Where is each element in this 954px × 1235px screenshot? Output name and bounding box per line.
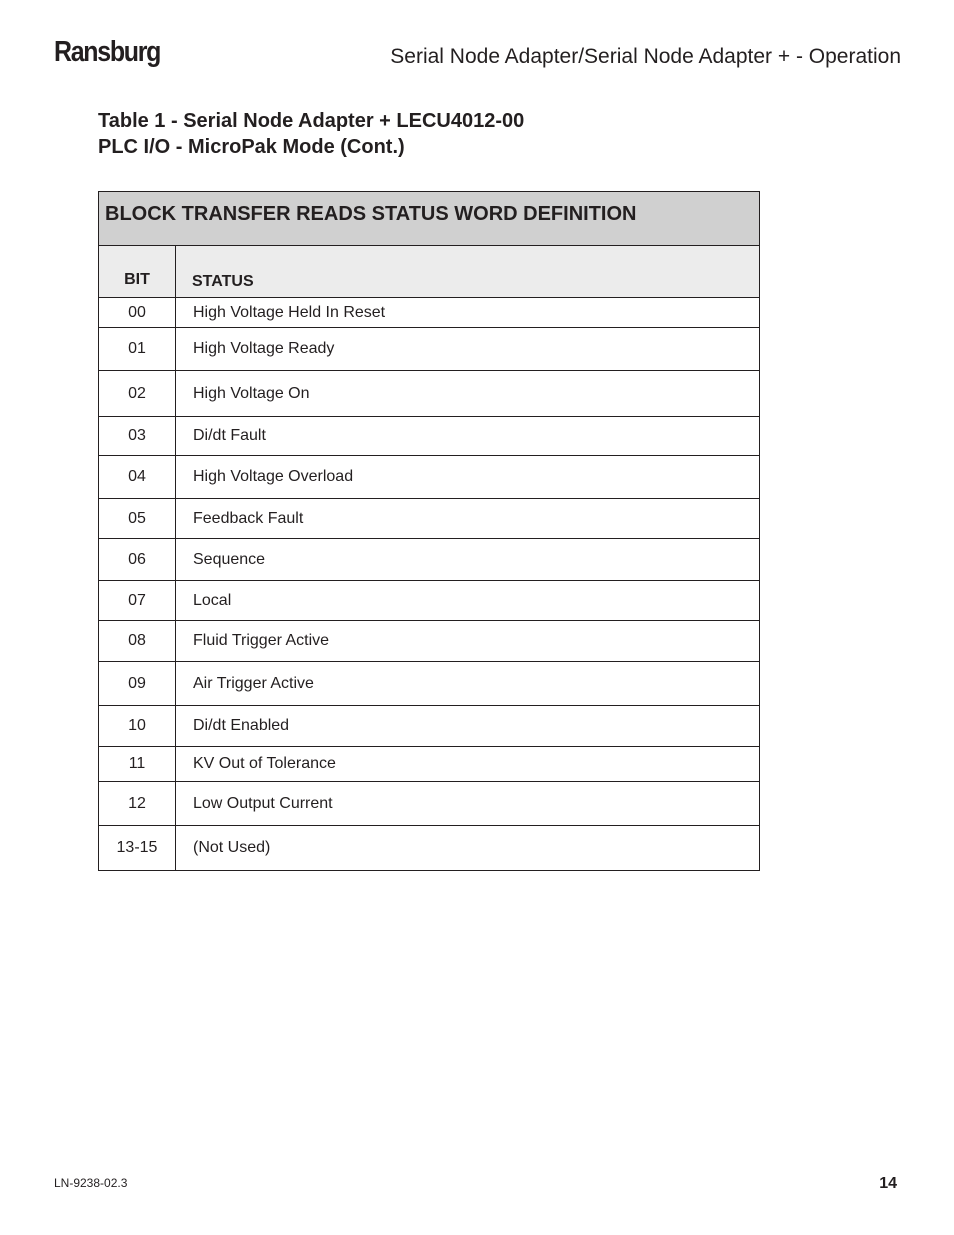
status-cell: (Not Used) <box>193 839 271 856</box>
status-cell: High Voltage Held In Reset <box>193 303 386 321</box>
table-row <box>99 539 759 581</box>
table-row <box>99 662 759 706</box>
table-caption-line-2: PLC I/O - MicroPak Mode (Cont.) <box>98 136 405 158</box>
status-cell: Fluid Trigger Active <box>193 632 330 649</box>
status-cell: High Voltage On <box>193 384 310 402</box>
table-row <box>99 826 759 870</box>
bit-cell: 06 <box>99 539 176 580</box>
table-caption-line-1: Table 1 - Serial Node Adapter + LECU4012-00 <box>98 110 525 132</box>
bit-cell: 00 <box>99 298 176 327</box>
bit-cell: 04 <box>99 456 176 498</box>
table-row <box>99 747 759 782</box>
page-header-title: Serial Node Adapter/Serial Node Adapter + - Operation <box>390 45 901 68</box>
document-number: LN-9238-02.3 <box>54 1176 128 1190</box>
table-caption <box>98 108 524 160</box>
status-cell: Low Output Current <box>193 794 333 812</box>
status-cell: KV Out of Tolerance <box>193 755 336 772</box>
table-row <box>99 782 759 826</box>
bit-cell: 10 <box>99 706 176 746</box>
status-cell: Di/dt Fault <box>193 427 266 444</box>
table-row <box>99 328 759 371</box>
brand-logo: Ransburg <box>54 36 161 68</box>
status-cell: Feedback Fault <box>193 509 304 527</box>
page-number: 14 <box>879 1175 897 1192</box>
bit-cell: 08 <box>99 621 176 661</box>
bit-cell: 02 <box>99 371 176 416</box>
table-body <box>99 298 759 870</box>
table-row <box>99 456 759 499</box>
status-cell: High Voltage Overload <box>193 468 354 485</box>
table-row <box>99 581 759 621</box>
column-header-status: STATUS <box>192 273 254 290</box>
bit-cell: 13-15 <box>99 826 176 870</box>
status-cell: Sequence <box>193 550 266 568</box>
bit-cell: 07 <box>99 581 176 620</box>
status-cell: Di/dt Enabled <box>193 717 290 734</box>
table-row <box>99 621 759 662</box>
table-row <box>99 417 759 456</box>
column-header-bit: BIT <box>99 246 176 297</box>
status-cell: High Voltage Ready <box>193 340 335 357</box>
table-header-row <box>99 246 759 298</box>
status-cell: Local <box>193 591 232 609</box>
table-row <box>99 371 759 417</box>
bit-cell: 03 <box>99 417 176 455</box>
bit-cell: 11 <box>99 747 176 781</box>
status-cell: Air Trigger Active <box>193 674 314 692</box>
table-banner: BLOCK TRANSFER READS STATUS WORD DEFINITION <box>99 192 759 246</box>
bit-cell: 12 <box>99 782 176 825</box>
table-row <box>99 706 759 747</box>
bit-cell: 09 <box>99 662 176 705</box>
table-row <box>99 298 759 328</box>
table-row <box>99 499 759 539</box>
bit-cell: 05 <box>99 499 176 538</box>
status-word-table <box>98 191 760 871</box>
bit-cell: 01 <box>99 328 176 370</box>
